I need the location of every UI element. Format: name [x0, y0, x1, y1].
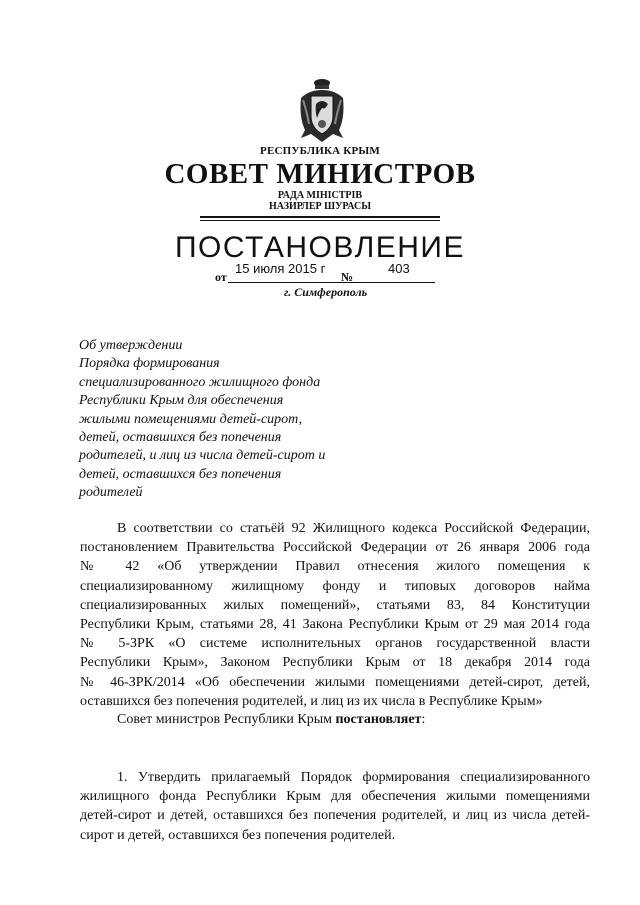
subject-line: жилыми помещениями детей-сирот, [79, 411, 303, 427]
republic-name: РЕСПУБЛИКА КРЫМ [260, 145, 380, 157]
header-divider-thin [200, 220, 440, 221]
paragraph-line: № 46-ЗРК/2014 «Об обеспечении жилыми помещениями детей-сирот, детей, [80, 674, 590, 690]
preamble-paragraph [80, 519, 590, 711]
paragraph-line: постановлением Правительства Российской Федерации от 26 января 2006 года [80, 540, 590, 556]
subject-line: родителей, и лиц из числа детей-сирот и [79, 448, 326, 464]
paragraph-line: 1. Утвердить прилагаемый Порядок формирования специализированного [117, 770, 590, 785]
decree-number: 403 [388, 261, 410, 276]
council-decides-emphasis: постановляет [335, 712, 422, 727]
header-divider-thick [200, 216, 440, 218]
decree-title: ПОСТАНОВЛЕНИЕ [174, 231, 465, 264]
date-prefix-label: от [215, 270, 227, 284]
paragraph-line: Республики Крым», Законом Республики Крым от 18 декабря 2014 года [80, 655, 590, 671]
paragraph-line: № 5-ЗРК «О системе исполнительных органов государственной власти [80, 636, 590, 652]
date-number-underline [228, 282, 435, 283]
subject-line: детей, оставшихся без попечения [79, 430, 282, 446]
paragraph-line: жилищного фонда Республики Крым для обеспечения жилыми помещениями [80, 789, 590, 805]
subject-line: специализированного жилищного фонда [79, 374, 321, 390]
paragraph-line: В соответствии со статьёй 92 Жилищного кодекса Российской Федерации, [117, 521, 590, 536]
paragraph-line: Республики Крым, статьями 28, 41 Закона Республики Крым от 29 мая 2014 года [80, 616, 590, 632]
decree-date: 15 июля 2015 г [235, 261, 326, 276]
council-decides-suffix: : [421, 712, 426, 727]
subject-line: Республики Крым для обеспечения [79, 393, 284, 409]
city-name: г. Симферополь [284, 285, 368, 299]
decree-subject [79, 337, 379, 503]
council-decides-text: Совет министров Республики Крым [117, 712, 336, 727]
council-decides-line [117, 712, 425, 728]
paragraph-line: специализированных жилых помещений», статьями 83, 84 Конституции [80, 597, 590, 613]
decision-item-1 [80, 768, 590, 845]
paragraph-line: № 42 «Об утверждении Правил отнесения жилого помещения к [80, 559, 590, 575]
paragraph-line: специализированному жилищному фонду и типовых договоров найма [80, 578, 590, 594]
paragraph-line: сирот и детей, оставшихся без попечения родителей. [80, 827, 396, 843]
subject-line: Об утверждении [79, 338, 183, 353]
subject-line: родителей [79, 485, 143, 501]
subject-line: детей, оставшихся без попечения [79, 466, 282, 482]
council-title: СОВЕТ МИНИСТРОВ [164, 158, 476, 190]
paragraph-line: детей-сирот и детей, оставшихся без попечения родителей, и лиц из числа детей- [80, 808, 590, 824]
council-title-crimean-tatar: НАЗИРЛЕР ШУРАСЫ [268, 201, 372, 212]
coat-of-arms-emblem [297, 78, 347, 144]
paragraph-line: оставшихся без попечения родителей, и лиц из их числа в Республике Крым» [80, 693, 543, 709]
council-title-ukrainian: РАДА МІНІСТРІВ [277, 190, 363, 201]
subject-line: Порядка формирования [79, 356, 220, 372]
number-label: № [341, 270, 354, 284]
